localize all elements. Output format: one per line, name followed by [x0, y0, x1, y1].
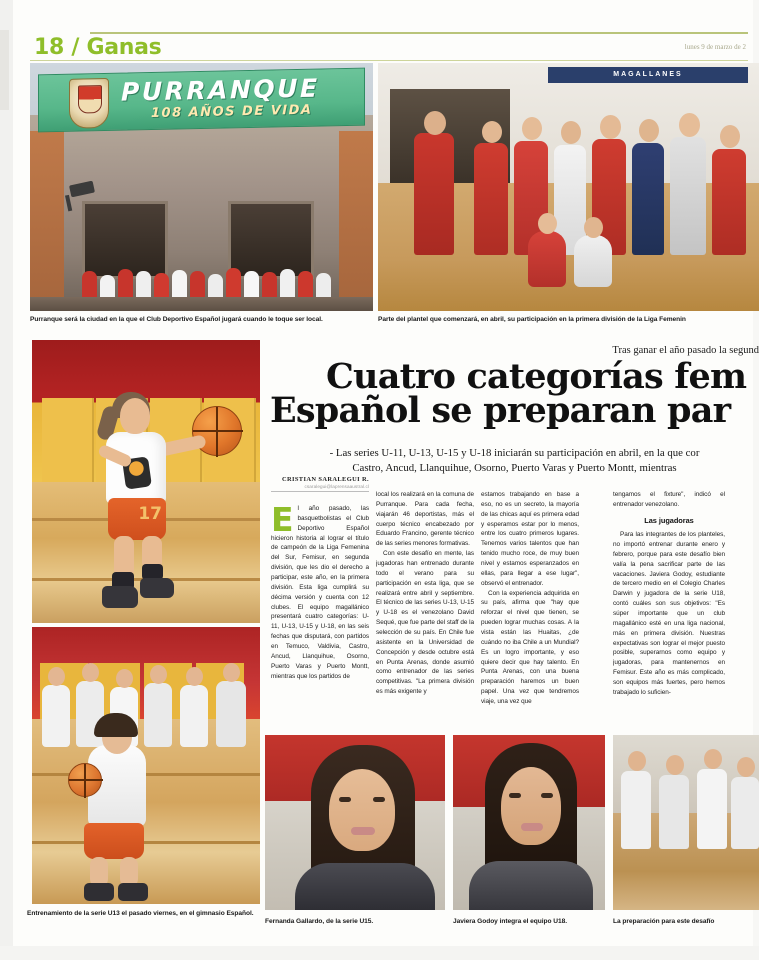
- photo-jersey: [106, 432, 166, 504]
- photo-shorts: [108, 498, 166, 540]
- scan-edge-left-dark: [0, 30, 9, 110]
- headline-line-1: Cuatro categorías fem: [326, 360, 747, 397]
- photo-shoulders: [295, 863, 435, 910]
- banner-title: PURRANQUE: [121, 73, 320, 107]
- photo-foreground-shorts: [84, 823, 144, 859]
- photo-face: [329, 769, 395, 851]
- photo-mouth: [521, 823, 543, 831]
- photo-purranque-gym: [30, 63, 373, 311]
- photo-player-body: [697, 769, 727, 849]
- photo-building: [30, 115, 373, 311]
- photo-team-lineup: [378, 63, 759, 311]
- photo-player-body: [180, 685, 208, 747]
- photo-player-head: [48, 667, 65, 686]
- photo-player-head: [482, 121, 502, 143]
- standfirst-line-1: - Las series U-11, U-13, U-15 y U-18 iniciarán su participación en abril, en la que cor: [329, 447, 700, 459]
- article-standfirst: [270, 446, 759, 478]
- photo-player-head: [150, 665, 167, 684]
- photo-eye-right: [373, 797, 385, 802]
- photo-eye-left: [339, 797, 351, 802]
- photo-fernanda-gallardo: [265, 735, 445, 910]
- purranque-banner: [38, 68, 365, 133]
- photo-player-body: [76, 681, 104, 747]
- photo-player-head: [704, 749, 722, 769]
- gym-banner: MAGALLANES: [548, 67, 748, 83]
- security-camera: [69, 181, 95, 198]
- banner-subtitle: 108 AÑOS DE VIDA: [151, 102, 313, 122]
- photo-player-body: [670, 137, 706, 255]
- paragraph: estamos trabajando en base a eso, no es un secreto, la mayoría de las chicas aquí es primera edad y esperamos estar por lo menos, entre los cuatro primeros lugares. Tenemos varios talentos que han tenido mucho roce, de muy buen nivel y estamos esperanzados en ellas, para llegar a ese lugar", observó el entrenador.: [481, 491, 579, 587]
- photo-kneeling-player: [574, 235, 612, 287]
- masthead-rule-top: [90, 32, 748, 34]
- photo-player-body: [144, 683, 172, 747]
- photo-eye-right: [541, 793, 553, 798]
- masthead-rule-bottom: [30, 60, 748, 61]
- body-column-1: [271, 504, 369, 742]
- scan-edge-bottom: [0, 946, 759, 960]
- headline-line-2: Español se preparan par: [270, 390, 731, 429]
- paragraph: local los realizará en la comuna de Purranque. Para cada fecha, viajarán 46 deportistas, más el cuerpo técnico encabezado por Eduardo Francino, gerente técnico de las series menores formativas.: [376, 491, 474, 548]
- photo-player-head: [522, 117, 542, 140]
- photo-kneeling-head: [538, 213, 557, 234]
- photo-ground: [30, 297, 373, 311]
- photo-face: [501, 767, 561, 845]
- photo-eye-left: [509, 793, 521, 798]
- photo-player-head: [600, 115, 621, 139]
- article-kicker: Tras ganar el año pasado la segund: [612, 345, 759, 356]
- caption-preparation: La preparación para este desafío: [613, 918, 715, 925]
- photo-shoulders: [469, 861, 593, 910]
- photo-javiera-godoy: [453, 735, 605, 910]
- photo-wall-left: [30, 131, 64, 311]
- photo-shoe: [118, 883, 148, 901]
- section-subheading: Las jugadoras: [644, 515, 694, 525]
- photo-wall-right: [339, 131, 373, 311]
- photo-kneeling-head: [584, 217, 603, 238]
- page-folio: 18 / Ganas: [34, 35, 162, 60]
- caption-plantel: Parte del plantel que comenzará, en abril, su participación en la primera división de la Liga Femenin: [378, 316, 686, 323]
- drop-cap: E: [271, 504, 294, 539]
- photo-player-head: [679, 113, 700, 137]
- body-column-3: [481, 490, 579, 742]
- standfirst-line-2: Castro, Ancud, Llanquihue, Osorno, Puerto Varas y Puerto Montt, mientras: [352, 461, 677, 474]
- article-headline: [270, 360, 759, 429]
- caption-u13: Entrenamiento de la serie U13 el pasado viernes, en el gimnasio Español.: [27, 910, 254, 917]
- paragraph: Con este desafío en mente, las jugadoras han entrenado durante todo el verano para su participación en esta liga, que se realizará entre abril y septiembre. El técnico de las series U-13, U-15 y U-18 es el venezolano David Sequé, que fue parte del staff de la selección de su país. En Chile fue asistente en la Universidad de Concepción y desde octubre está en Punta Arenas, donde asumió como entrenador de las series competitivas. "La primera división es más exigente y: [376, 550, 474, 696]
- photo-shoe: [84, 883, 114, 901]
- photo-player-body: [474, 143, 508, 255]
- photo-player-head: [666, 755, 684, 775]
- photo-kneeling-player: [528, 231, 566, 287]
- court-line: [32, 841, 260, 844]
- photo-player-head: [737, 757, 755, 777]
- photo-player-head: [223, 663, 240, 682]
- basketball-icon: [68, 763, 102, 797]
- photo-player-head: [561, 121, 581, 144]
- jersey-number: 17: [138, 504, 162, 524]
- byline-author: CRISTIAN SARALEGUI R.: [281, 476, 369, 483]
- photo-preparation: [613, 735, 759, 910]
- photo-mouth: [351, 827, 375, 835]
- photo-player-body: [42, 685, 70, 747]
- paragraph: tengamos el fixture", indicó el entrenador venezolano.: [613, 491, 725, 508]
- photo-girl-with-ball: [32, 340, 260, 623]
- body-column-4: [613, 490, 725, 730]
- byline: [271, 476, 369, 492]
- scan-edge-left: [0, 0, 13, 960]
- photo-player-body: [632, 143, 664, 255]
- court-line: [32, 773, 260, 776]
- photo-coach-head: [424, 111, 446, 135]
- photo-player-head: [720, 125, 740, 148]
- paragraph: Con la experiencia adquirida en su país, afirma que "hay que reforzar el nivel que tienen, se pueden lograr muchas cosas. A la vista están las Huaitas, ¿de cuándo no iba Chile a un Mundial? Es un logro importante, y eso quiere decir que hay talento. En Punta Arenas, con una buena preparación haremos un buen papel. Una vez que tendremos viaje, una vez que: [481, 589, 579, 706]
- municipal-crest-icon: [69, 78, 109, 129]
- photo-shoe: [140, 578, 174, 598]
- caption-fernanda: Fernanda Gallardo, de la serie U15.: [265, 918, 374, 925]
- photo-player-body: [712, 149, 746, 255]
- photo-coach-body: [414, 133, 454, 255]
- photo-shoe: [102, 586, 138, 608]
- photo-player-head: [639, 119, 659, 142]
- photo-player-head: [116, 669, 133, 688]
- paragraph: Para las integrantes de los planteles, no importó entrenar durante enero y febrero, porque para este desafío bien valía la pena sacrificar parte de las vacaciones. Javiera Godoy, estudiante de tercero medio en el Colegio Charles Darwin y jugadora de la serie U18, contó cuáles son sus objetivos: "Es súper importante que un club magallánico esté en una liga nacional, más en primera división. Nuestras expectativas son lograr el mejor puesto posible, superarnos como equipo y jugadoras, para mantenernos en Femisur. Este año es más complicado, son equipos más fuertes, pero hemos trabajado lo suficien-: [613, 531, 725, 696]
- caption-javiera: Javiera Godoy integra el equipo U18.: [453, 918, 567, 925]
- photo-u13-training: [32, 627, 260, 904]
- photo-player-body: [731, 777, 759, 849]
- photo-player-body: [216, 681, 246, 747]
- photo-player-body: [621, 771, 651, 849]
- photo-player-head: [186, 667, 203, 686]
- masthead: [30, 32, 748, 62]
- byline-email: csaralegui@laprensaaustral.cl: [304, 484, 369, 489]
- paragraph: l año pasado, las basquetbolistas el Club Deportivo Español hicieron historia al lograr el título de campeón de la Liga Femenina del Sur, Femisur, en segunda división, que les dio el derecho a participar, este año, en la primera división. Esta liga cumplirá su décima versión y cuenta con 12 clubes. El equipo magallánico presentará cuatro categorías: U-11, U-13, U-15 y U-18, en las seis fechas que disputará, con partidos en Temuco, Valdivia, Castro, Ancud, Llanquihue, Osorno, Puerto Varas y Puerto Montt, mientras que los partidos de: [271, 505, 369, 680]
- body-column-2: [376, 490, 474, 742]
- masthead-date: lunes 9 de marzo de 2: [684, 43, 746, 51]
- photo-head: [120, 398, 150, 434]
- photo-player-head: [628, 751, 646, 771]
- wall-pad: [42, 398, 94, 482]
- photo-player-head: [82, 663, 99, 682]
- photo-player-body: [659, 775, 689, 849]
- caption-purranque: Purranque será la ciudad en la que el Club Deportivo Español jugará cuando le toque ser local.: [30, 316, 323, 323]
